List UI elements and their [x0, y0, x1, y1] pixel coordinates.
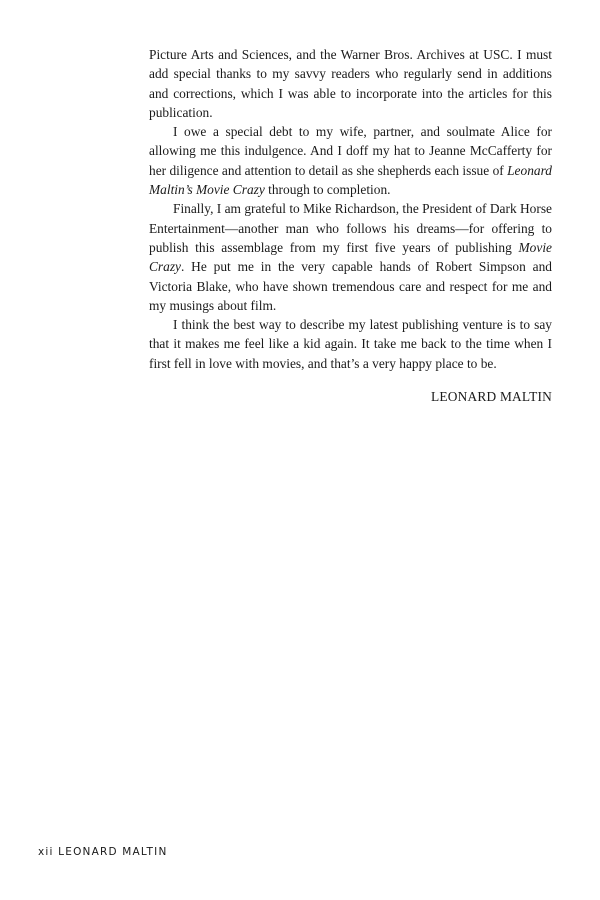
paragraph-4-text: I think the best way to describe my latest publishing venture is to say that it makes me feel like a kid again. It take me back to the time when I first fell in love with movies, and that’s a very happy place to be. [149, 317, 552, 371]
author-signature: LEONARD MALTIN [431, 389, 552, 405]
paragraph-2-text-a: I owe a special debt to my wife, partner, and soulmate Alice for allowing me this indulgence. And I doff my hat to Jeanne McCafferty for her diligence and attention to detail as she shepherds each issue of [149, 124, 552, 178]
paragraph-2-text-b: through to completion. [264, 182, 391, 198]
body-text [149, 45, 552, 406]
paragraph-3-text-a: Finally, I am grateful to Mike Richardson, the President of Dark Horse Entertainment—another man who follows his dreams—for offering to publish this assemblage from my first five years of publishing [149, 201, 552, 255]
paragraph-2 [149, 122, 552, 199]
paragraph-3 [149, 199, 552, 315]
paragraph-1 [149, 45, 552, 122]
paragraph-4 [149, 315, 552, 373]
paragraph-2-italic-title: Leonard Maltin’s Movie Crazy [149, 162, 552, 198]
paragraph-1-text: Picture Arts and Sciences, and the Warner Bros. Archives at USC. I must add special thanks to my savvy readers who regularly send in additions and corrections, which I was able to incorporate into the articles for this publication. [149, 47, 552, 120]
paragraph-3-italic-title: Movie Crazy [149, 239, 552, 275]
running-footer: xii LEONARD MALTIN [38, 846, 168, 858]
paragraph-3-text-b: . He put me in the very capable hands of Robert Simpson and Victoria Blake, who have shown tremendous care and respect for me and my musings about film. [149, 259, 552, 313]
